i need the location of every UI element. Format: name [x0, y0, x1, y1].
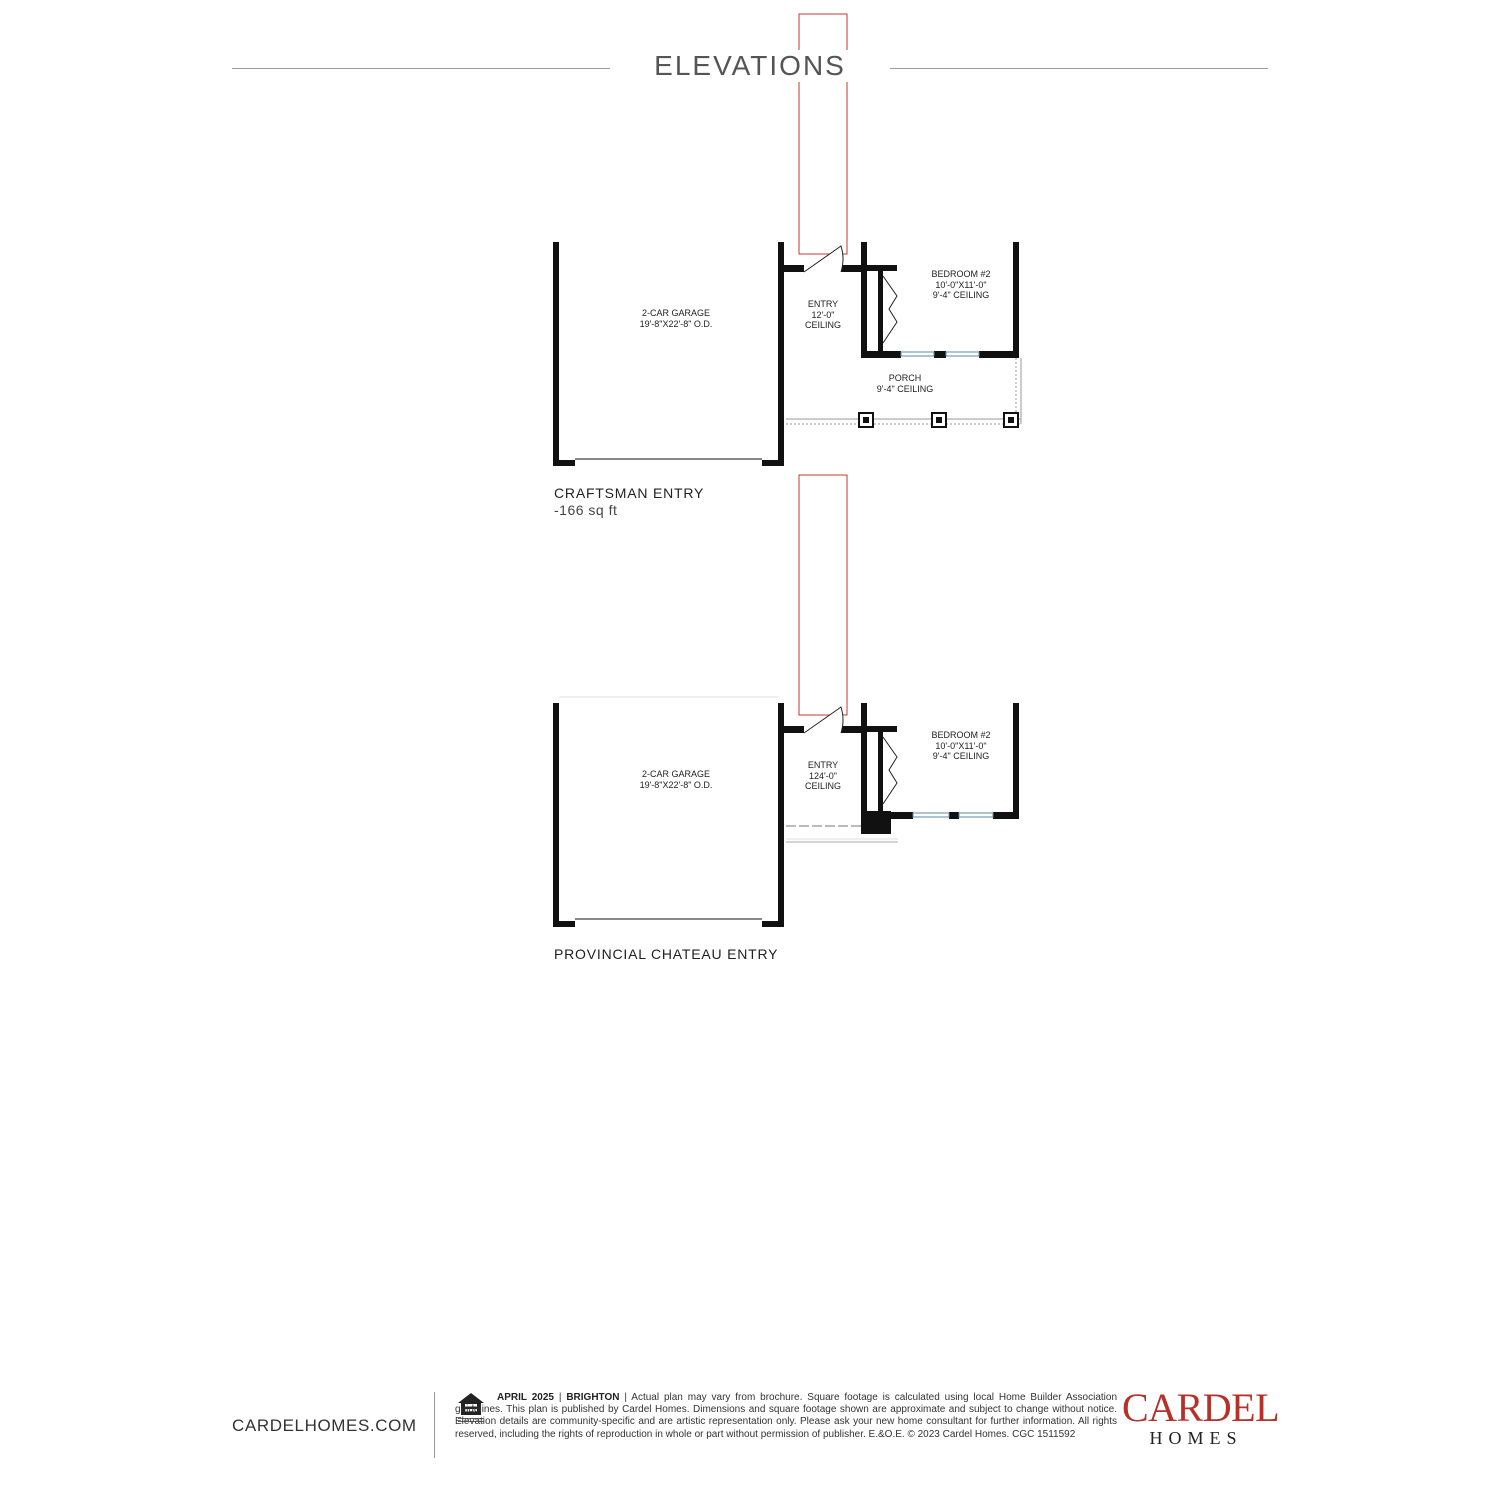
- entry-door: [804, 246, 843, 272]
- chateau-plan: [553, 475, 1019, 927]
- room-ceiling: 9'-4" CEILING: [932, 751, 990, 761]
- closet-bifold: [883, 737, 897, 804]
- entry-outline-chateau: [799, 475, 847, 715]
- bedroom-bottom-wall-1: [891, 812, 913, 819]
- bedroom-left-wall: [861, 242, 867, 358]
- bedroom-label: [911, 730, 1011, 762]
- garage-bottom-left: [553, 460, 575, 466]
- room-name: ENTRY: [807, 760, 839, 770]
- plan-caption-craftsman: CRAFTSMAN ENTRY: [554, 485, 705, 501]
- bedroom-bottom-wall-2: [949, 812, 959, 819]
- garage-label: [606, 769, 746, 790]
- closet-inner-wall: [878, 732, 883, 812]
- plan-caption-chateau: PROVINCIAL CHATEAU ENTRY: [554, 946, 779, 962]
- porch-label: [855, 373, 955, 394]
- room-ceiling-label: CEILING: [804, 320, 841, 330]
- cardel-logo: CARDEL: [1122, 1385, 1279, 1430]
- plan-name: BRIGHTON: [566, 1392, 620, 1403]
- room-ceiling: 9'-4" CEILING: [932, 290, 990, 300]
- room-dimensions: 10'-0"X11'-0": [935, 740, 987, 751]
- bedroom-right-wall: [1013, 703, 1019, 819]
- closet-inner-wall: [878, 271, 883, 351]
- footer-divider: [434, 1392, 435, 1458]
- entry-top-wall-left: [778, 726, 804, 733]
- footer-disclaimer: [455, 1392, 1117, 1441]
- window-2: [959, 813, 993, 817]
- footer-website-link[interactable]: CARDELHOMES.COM: [232, 1416, 417, 1435]
- brochure-date: APRIL 2025: [497, 1392, 554, 1403]
- room-ceiling-label: CEILING: [804, 781, 841, 791]
- room-name: 2-CAR GARAGE: [641, 308, 710, 318]
- plan-sqft-craftsman: -166 sq ft: [554, 502, 618, 518]
- garage-bottom-right: [762, 460, 784, 466]
- entry-door: [804, 707, 843, 733]
- garage-right-wall: [778, 703, 784, 927]
- room-name: PORCH: [888, 373, 922, 383]
- room-name: BEDROOM #2: [931, 730, 991, 740]
- bedroom-label: [911, 269, 1011, 301]
- garage-left-wall: [553, 703, 559, 927]
- porch-column-2-core: [936, 417, 942, 423]
- page-title: ELEVATIONS: [610, 50, 890, 82]
- bedroom-bottom-wall-2: [934, 351, 946, 358]
- room-ceiling: 12'-0": [811, 309, 835, 320]
- window-1: [913, 813, 949, 817]
- entry-wall-block: [861, 811, 891, 834]
- entry-label: [793, 760, 853, 792]
- closet-top: [861, 726, 897, 732]
- entry-label: [793, 299, 853, 331]
- bedroom-bottom-wall-1: [861, 351, 901, 358]
- room-ceiling: 124'-0": [809, 770, 837, 781]
- closet-bifold: [883, 276, 897, 343]
- entry-top-wall-left: [778, 265, 804, 272]
- room-name: ENTRY: [807, 299, 839, 309]
- room-dimensions: 19'-8"X22'-8" O.D.: [639, 779, 713, 790]
- bedroom-bottom-wall-3: [993, 812, 1019, 819]
- garage-right-wall: [778, 242, 784, 466]
- cardel-logo-subtext: HOMES: [1149, 1428, 1243, 1448]
- porch-column-3-core: [1008, 417, 1014, 423]
- disclaimer-text-block: APRIL 2025 | BRIGHTON | Actual plan may vary from brochure. Square footage is calculated using local Home Builder Association guidelines. This plan is published by Cardel Homes. Dimensions and square footage shown are approximate and subject to change without notice. Elevation details are community-specific and are artistic representation only. Please ask your new home consultant for further information. All rights reserved, including the rights of reproduction in whole or part without permission of publisher. E.&O.E. © 2023 Cardel Homes. CGC 1511592: [455, 1392, 1118, 1440]
- garage-left-wall: [553, 242, 559, 466]
- room-dimensions: 19'-8"X22'-8" O.D.: [639, 318, 713, 329]
- bedroom-right-wall: [1013, 242, 1019, 358]
- room-dimensions: 10'-0"X11'-0": [935, 279, 987, 290]
- closet-top: [861, 265, 897, 271]
- garage-bottom-left: [553, 921, 575, 927]
- window-2: [946, 352, 979, 356]
- room-name: 2-CAR GARAGE: [641, 769, 710, 779]
- window-1: [901, 352, 934, 356]
- room-name: BEDROOM #2: [931, 269, 991, 279]
- garage-label: [606, 308, 746, 329]
- room-ceiling: 9'-4" CEILING: [876, 383, 934, 394]
- porch-column-1-core: [863, 417, 869, 423]
- disclaimer-text: Actual plan may vary from brochure. Square footage is calculated using local Home Builder Association guidelines. This plan is published by Cardel Homes. Dimensions and square footage shown are approximate and subject to change without notice. Elevation details are community-specific and are artistic representation only. Please ask your new home consultant for further information. All rights reserved, including the rights of reproduction in whole or part without permission of publisher. E.&O.E. © 2023 Cardel Homes. CGC 1511592: [455, 1392, 1118, 1440]
- garage-bottom-right: [762, 921, 784, 927]
- bedroom-bottom-wall-3: [979, 351, 1019, 358]
